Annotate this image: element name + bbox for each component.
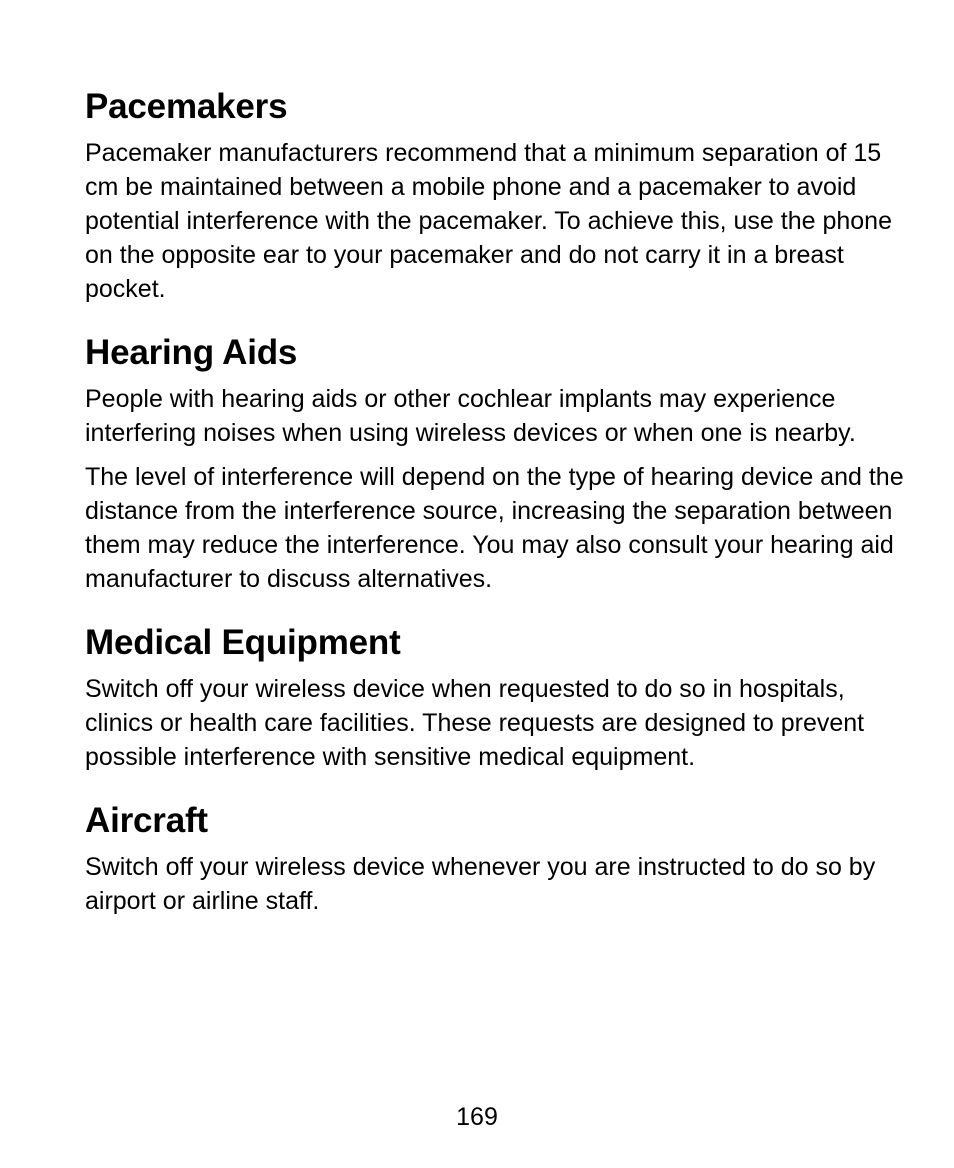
document-page xyxy=(85,84,905,942)
paragraph: Pacemaker manufacturers recommend that a minimum separation of 15 cm be maintained between a mobile phone and a pacemaker to avoid potential interference with the pacemaker. To achieve this, use the phone on the opposite ear to your pacemaker and do not carry it in a breast pocket. xyxy=(85,139,892,303)
paragraph: Switch off your wireless device when requested to do so in hospitals, clinics or health care facilities. These requests are designed to prevent possible interference with sensitive medical equipment. xyxy=(85,675,865,771)
section-title: Pacemakers xyxy=(85,87,288,126)
section-title: Medical Equipment xyxy=(85,623,401,662)
paragraph: The level of interference will depend on the type of hearing device and the distance from the interference source, increasing the separation between them may reduce the interference. You may also consult your hearing aid manufacturer to discuss alternatives. xyxy=(85,463,904,593)
paragraph: Switch off your wireless device whenever you are instructed to do so by airport or airline staff. xyxy=(85,853,876,915)
paragraph: People with hearing aids or other cochlear implants may experience interfering noises when using wireless devices or when one is nearby. xyxy=(85,385,856,447)
section-aircraft xyxy=(85,798,905,918)
section-pacemakers xyxy=(85,84,905,306)
section-title: Hearing Aids xyxy=(85,333,298,372)
section-hearing-aids xyxy=(85,330,905,596)
section-medical-equipment xyxy=(85,620,905,774)
page-number: 169 xyxy=(456,1103,498,1131)
section-title: Aircraft xyxy=(85,801,208,840)
